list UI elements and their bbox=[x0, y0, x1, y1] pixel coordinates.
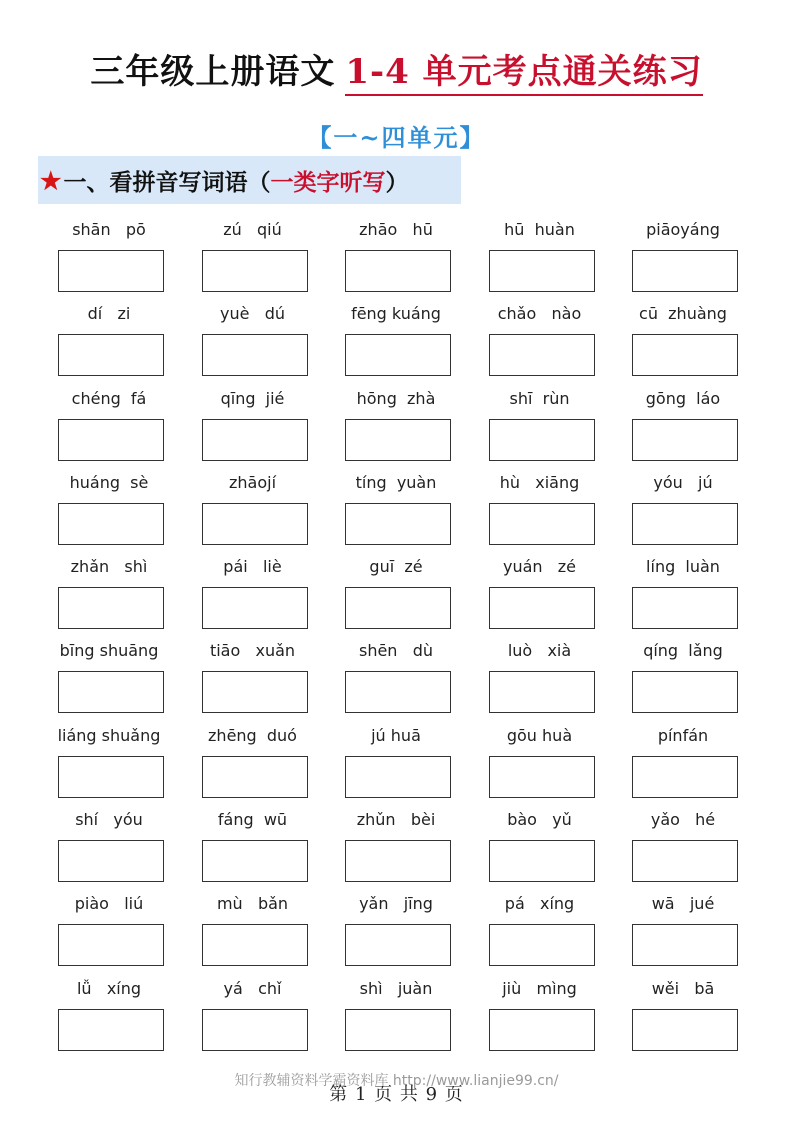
answer-box[interactable] bbox=[345, 756, 451, 798]
word-item bbox=[630, 301, 736, 385]
page-number: 第 1 页 共 9 页 bbox=[329, 1084, 464, 1105]
word-item bbox=[200, 638, 306, 722]
title-highlight: 1-4 单元考点通关练习 bbox=[345, 52, 702, 96]
answer-box[interactable] bbox=[489, 924, 595, 966]
pinyin-label: gōu huà bbox=[506, 725, 573, 745]
pinyin-label: fáng wū bbox=[217, 810, 288, 830]
word-item bbox=[630, 554, 736, 638]
word-item bbox=[630, 807, 736, 891]
pinyin-label: luò xià bbox=[507, 641, 572, 661]
answer-box[interactable] bbox=[632, 419, 738, 461]
pinyin-label: zhāo hū bbox=[359, 220, 433, 239]
pinyin-label: tíng yuàn bbox=[355, 472, 437, 492]
answer-box[interactable] bbox=[632, 840, 738, 882]
pinyin-label: liáng shuǎng bbox=[57, 725, 161, 745]
pinyin-label: qīng jié bbox=[220, 388, 285, 408]
pinyin-label: pínfán bbox=[657, 725, 709, 745]
word-item bbox=[343, 554, 449, 638]
word-item bbox=[200, 301, 306, 385]
pinyin-label: shì juàn bbox=[359, 978, 433, 998]
pinyin-label: yuè dú bbox=[219, 304, 285, 324]
pinyin-label: líng luàn bbox=[646, 557, 720, 577]
pinyin-label: zhāojí bbox=[228, 472, 277, 492]
answer-box[interactable] bbox=[202, 924, 308, 966]
word-item bbox=[630, 891, 736, 975]
pinyin-label: zhēng duó bbox=[208, 725, 297, 745]
word-item bbox=[56, 891, 162, 975]
word-item bbox=[630, 723, 736, 807]
pinyin-label: mù bǎn bbox=[216, 894, 289, 914]
word-item bbox=[343, 638, 449, 722]
word-item bbox=[343, 723, 449, 807]
word-item bbox=[487, 217, 593, 301]
answer-box[interactable] bbox=[202, 1009, 308, 1051]
pinyin-label: yǎo hé bbox=[650, 810, 716, 830]
answer-box[interactable] bbox=[58, 924, 164, 966]
section-heading bbox=[38, 156, 461, 204]
pinyin-label: hū huàn bbox=[504, 220, 575, 239]
answer-box[interactable] bbox=[345, 334, 451, 376]
answer-box[interactable] bbox=[345, 671, 451, 713]
pinyin-label: yá chǐ bbox=[223, 978, 282, 998]
answer-box[interactable] bbox=[345, 587, 451, 629]
unit-label: 【一~四单元】 bbox=[307, 123, 486, 152]
answer-box[interactable] bbox=[202, 503, 308, 545]
word-item bbox=[56, 976, 162, 1060]
word-item bbox=[56, 301, 162, 385]
answer-box[interactable] bbox=[58, 1009, 164, 1051]
answer-box[interactable] bbox=[489, 671, 595, 713]
word-item bbox=[56, 217, 162, 301]
pinyin-label: tiāo xuǎn bbox=[209, 641, 296, 661]
word-item bbox=[200, 723, 306, 807]
word-item bbox=[630, 976, 736, 1060]
word-item bbox=[487, 301, 593, 385]
pinyin-label: shēn dù bbox=[358, 641, 433, 661]
answer-box[interactable] bbox=[489, 250, 595, 292]
answer-box[interactable] bbox=[58, 419, 164, 461]
word-item bbox=[56, 554, 162, 638]
answer-box[interactable] bbox=[489, 840, 595, 882]
word-item bbox=[487, 470, 593, 554]
answer-box[interactable] bbox=[345, 1009, 451, 1051]
pinyin-label: pái liè bbox=[223, 557, 282, 577]
word-item bbox=[487, 891, 593, 975]
answer-box[interactable] bbox=[632, 756, 738, 798]
word-item bbox=[343, 891, 449, 975]
pinyin-label: zhǎn shì bbox=[70, 557, 148, 577]
word-item bbox=[487, 723, 593, 807]
answer-box[interactable] bbox=[202, 756, 308, 798]
word-item bbox=[56, 470, 162, 554]
pinyin-label: zhǔn bèi bbox=[356, 810, 436, 830]
pinyin-label: wā jué bbox=[651, 894, 715, 914]
word-item bbox=[56, 386, 162, 470]
answer-box[interactable] bbox=[58, 587, 164, 629]
word-item bbox=[200, 386, 306, 470]
answer-box[interactable] bbox=[632, 503, 738, 545]
pinyin-label: piāoyáng bbox=[646, 220, 720, 239]
word-item bbox=[200, 470, 306, 554]
word-item bbox=[200, 217, 306, 301]
answer-box[interactable] bbox=[632, 671, 738, 713]
pinyin-label: yóu jú bbox=[653, 472, 713, 492]
answer-box[interactable] bbox=[632, 250, 738, 292]
answer-box[interactable] bbox=[58, 503, 164, 545]
footer-watermark: 知行教辅资料学霸资料库 http://www.lianjie99.cn/ bbox=[234, 1073, 559, 1089]
section-highlight: 一类字听写 bbox=[270, 168, 386, 196]
pinyin-label: yuán zé bbox=[502, 557, 577, 577]
pinyin-label: qíng lǎng bbox=[643, 641, 723, 661]
answer-box[interactable] bbox=[345, 419, 451, 461]
word-item bbox=[56, 723, 162, 807]
word-item bbox=[487, 807, 593, 891]
word-item bbox=[343, 217, 449, 301]
page-title bbox=[0, 44, 793, 93]
word-item bbox=[487, 386, 593, 470]
pinyin-label: fēng kuáng bbox=[351, 304, 441, 324]
answer-box[interactable] bbox=[345, 840, 451, 882]
answer-box[interactable] bbox=[58, 840, 164, 882]
word-item bbox=[200, 807, 306, 891]
pinyin-label: bào yǔ bbox=[507, 810, 572, 830]
word-item bbox=[56, 638, 162, 722]
pinyin-label: shān pō bbox=[72, 220, 146, 239]
pinyin-label: shī rùn bbox=[509, 388, 570, 408]
answer-box[interactable] bbox=[489, 587, 595, 629]
pinyin-label: shí yóu bbox=[75, 810, 143, 830]
answer-box[interactable] bbox=[632, 334, 738, 376]
answer-box[interactable] bbox=[632, 1009, 738, 1051]
answer-box[interactable] bbox=[58, 334, 164, 376]
answer-box[interactable] bbox=[202, 671, 308, 713]
pinyin-label: dí zi bbox=[87, 304, 131, 324]
pinyin-label: gōng láo bbox=[645, 388, 721, 408]
pinyin-label: hōng zhà bbox=[356, 388, 436, 408]
answer-box[interactable] bbox=[202, 419, 308, 461]
title-main: 三年级上册语文 bbox=[90, 52, 336, 92]
answer-box[interactable] bbox=[58, 756, 164, 798]
answer-box[interactable] bbox=[202, 334, 308, 376]
word-item bbox=[200, 554, 306, 638]
word-item bbox=[343, 976, 449, 1060]
section-suffix: ） bbox=[385, 168, 409, 196]
word-item bbox=[56, 807, 162, 891]
answer-box[interactable] bbox=[489, 756, 595, 798]
pinyin-label: hù xiāng bbox=[499, 472, 580, 492]
answer-box[interactable] bbox=[202, 250, 308, 292]
pinyin-label: wěi bā bbox=[651, 978, 715, 998]
word-item bbox=[630, 386, 736, 470]
answer-box[interactable] bbox=[632, 924, 738, 966]
answer-box[interactable] bbox=[345, 250, 451, 292]
answer-box[interactable] bbox=[489, 419, 595, 461]
pinyin-label: cū zhuàng bbox=[639, 304, 727, 324]
word-item bbox=[343, 807, 449, 891]
pinyin-label: yǎn jīng bbox=[359, 894, 433, 914]
section-prefix: 一、看拼音写词语（ bbox=[63, 168, 271, 196]
pinyin-label: chéng fá bbox=[71, 388, 147, 408]
answer-box[interactable] bbox=[202, 587, 308, 629]
pinyin-label: pá xíng bbox=[504, 894, 575, 914]
pinyin-label: jú huā bbox=[371, 725, 421, 745]
word-item bbox=[630, 470, 736, 554]
pinyin-label: jiù mìng bbox=[502, 978, 577, 998]
pinyin-label: guī zé bbox=[369, 557, 423, 577]
star-icon: ★ bbox=[40, 165, 62, 195]
word-item bbox=[630, 217, 736, 301]
word-item bbox=[200, 891, 306, 975]
pinyin-label: lǚ xíng bbox=[76, 978, 142, 998]
word-item bbox=[487, 554, 593, 638]
word-item bbox=[343, 386, 449, 470]
answer-box[interactable] bbox=[345, 924, 451, 966]
answer-box[interactable] bbox=[345, 503, 451, 545]
pinyin-label: bīng shuāng bbox=[59, 641, 159, 661]
word-item bbox=[343, 301, 449, 385]
word-item bbox=[487, 976, 593, 1060]
word-item bbox=[200, 976, 306, 1060]
word-item bbox=[343, 470, 449, 554]
answer-box[interactable] bbox=[58, 671, 164, 713]
pinyin-label: zú qiú bbox=[223, 220, 282, 239]
answer-box[interactable] bbox=[489, 334, 595, 376]
pinyin-label: piào liú bbox=[74, 894, 144, 914]
pinyin-label: huáng sè bbox=[69, 472, 149, 492]
word-item bbox=[630, 638, 736, 722]
answer-box[interactable] bbox=[489, 503, 595, 545]
pinyin-grid bbox=[56, 217, 746, 1060]
answer-box[interactable] bbox=[632, 587, 738, 629]
word-item bbox=[487, 638, 593, 722]
pinyin-label: chǎo nào bbox=[497, 304, 582, 324]
answer-box[interactable] bbox=[489, 1009, 595, 1051]
answer-box[interactable] bbox=[202, 840, 308, 882]
answer-box[interactable] bbox=[58, 250, 164, 292]
